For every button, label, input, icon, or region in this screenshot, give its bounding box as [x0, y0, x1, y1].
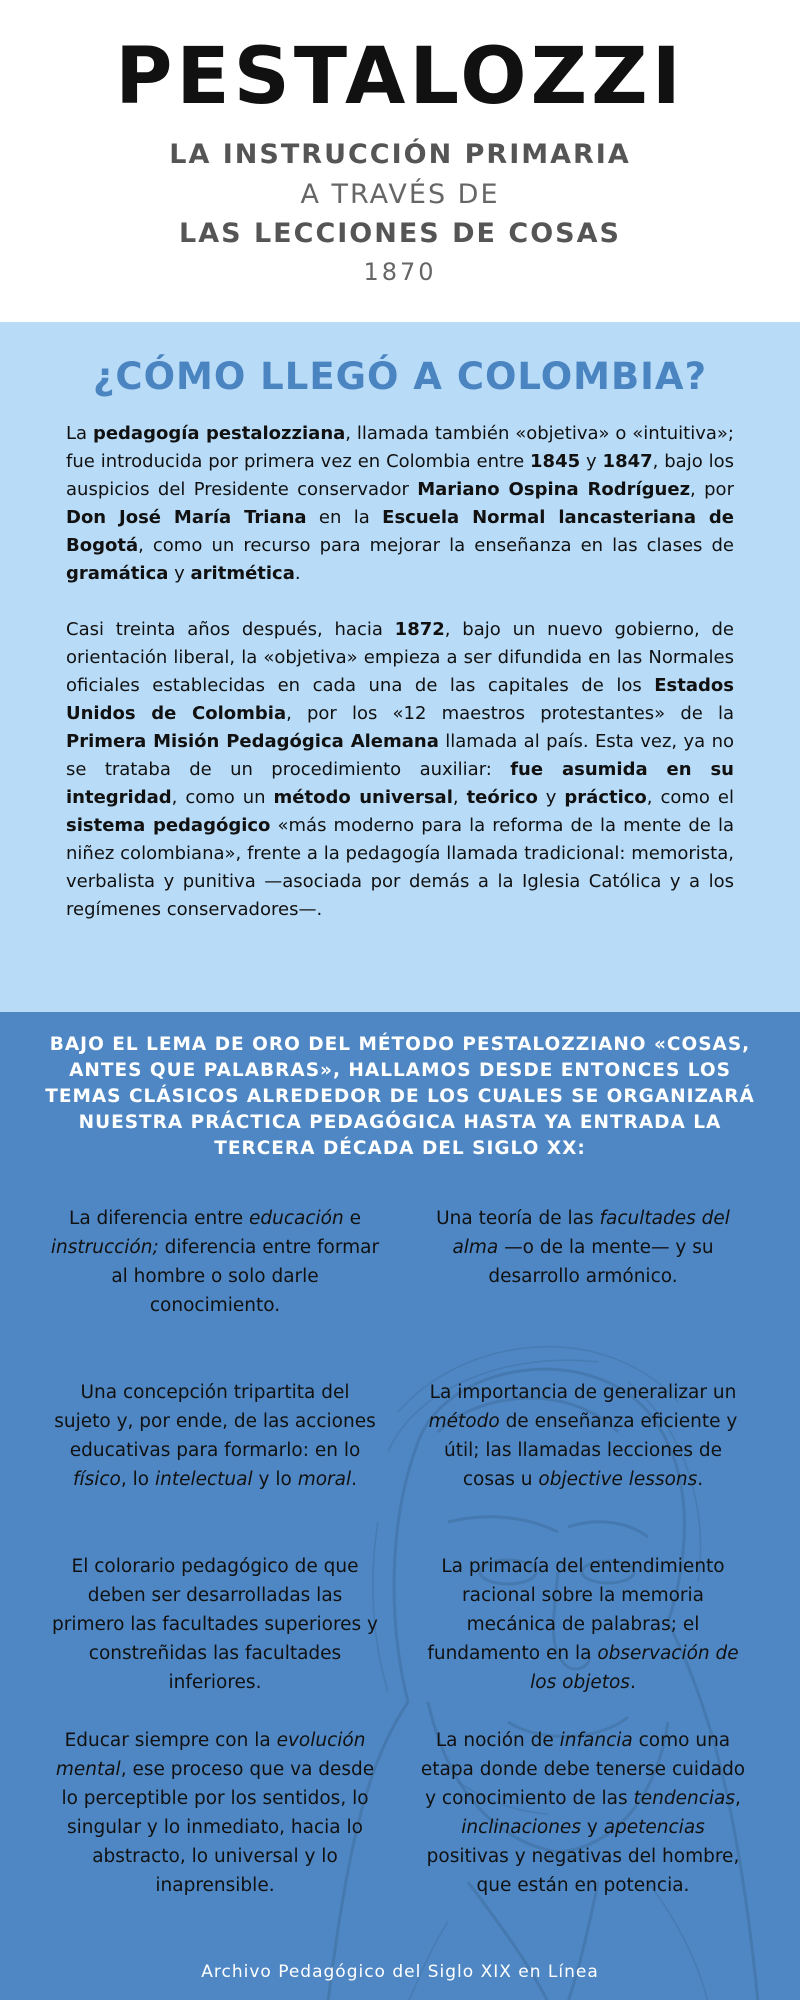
- italic-text: educación: [248, 1208, 344, 1229]
- italic-text: objective lessons: [538, 1469, 698, 1490]
- italic-text: apetencias: [603, 1817, 705, 1838]
- bold-text: 1872: [394, 619, 445, 640]
- footer-credit: Archivo Pedagógico del Siglo XIX en Línea: [201, 1962, 599, 1982]
- bold-text: gramática: [66, 563, 169, 584]
- theme-item: La diferencia entre educación e instrucción; diferencia entre formar al hombre o solo darle conocimiento.: [50, 1208, 380, 1316]
- theme-item: El colorario pedagógico de que deben ser desarrolladas las primero las facultades superiores y constreñidas las facultades inferiores.: [51, 1556, 378, 1693]
- italic-text: tendencias: [633, 1788, 735, 1809]
- italic-text: observación de los objetos: [530, 1643, 739, 1693]
- italic-text: facultades del alma: [452, 1208, 730, 1258]
- italic-text: evolución mental: [55, 1730, 366, 1780]
- year-label: 1870: [363, 258, 437, 286]
- bold-text: sistema pedagógico: [66, 815, 271, 836]
- history-section: [0, 322, 800, 1012]
- italic-text: infancia: [559, 1730, 633, 1751]
- bold-text: Primera Misión Pedagógica Alemana: [66, 731, 439, 752]
- bold-text: Escuela Normal lancasteriana de Bogotá: [66, 507, 734, 556]
- themes-lead-heading: BAJO EL LEMA DE ORO DEL MÉTODO PESTALOZZIANO «COSAS, ANTES QUE PALABRAS», HALLAMOS DESDE ENTONCES LOS TEMAS CLÁSICOS ALREDEDOR DE LOS CUALES SE ORGANIZARÁ NUESTRA PRÁCTICA PEDAGÓGICA HASTA YA ENTRADA LA TERCERA DÉCADA DEL SIGLO XX:: [45, 1034, 755, 1159]
- italic-text: físico: [72, 1469, 121, 1490]
- bold-text: teórico: [466, 787, 538, 808]
- italic-text: moral: [297, 1469, 352, 1490]
- bold-text: 1847: [602, 451, 653, 472]
- theme-item: Una concepción tripartita del sujeto y, por ende, de las acciones educativas para formarlo: en lo físico, lo intelectual y lo moral.: [54, 1382, 376, 1490]
- history-heading: ¿CÓMO LLEGÓ A COLOMBIA?: [92, 355, 708, 398]
- bold-text: método universal: [273, 787, 453, 808]
- theme-item: Educar siempre con la evolución mental, ese proceso que va desde lo perceptible por los sentidos, lo singular y lo inmediato, hacia lo abstracto, lo universal y lo inaprensible.: [55, 1730, 375, 1896]
- themes-section: [0, 1012, 800, 2000]
- subtitle-line-1: LA INSTRUCCIÓN PRIMARIA: [169, 139, 631, 170]
- italic-text: intelectual: [154, 1469, 253, 1490]
- bold-text: aritmética: [190, 563, 295, 584]
- main-title: PESTALOZZI: [115, 32, 685, 122]
- bold-text: Estados Unidos de Colombia: [66, 675, 734, 724]
- history-body: [66, 420, 734, 952]
- bold-text: Mariano Ospina Rodríguez: [417, 479, 691, 500]
- theme-item: La noción de infancia como una etapa donde debe tenerse cuidado y conocimiento de las tendencias, inclinaciones y apetencias positivas y negativas del hombre, que están en potencia.: [420, 1730, 746, 1896]
- italic-text: instrucción;: [50, 1237, 159, 1258]
- bold-text: Don José María Triana: [66, 507, 307, 528]
- bold-text: práctico: [564, 787, 647, 808]
- bold-text: 1845: [530, 451, 581, 472]
- italic-text: inclinaciones: [461, 1817, 581, 1838]
- subtitle-line-2: A TRAVÉS DE: [300, 179, 500, 210]
- history-paragraph-2: Casi treinta años después, hacia 1872, bajo un nuevo gobierno, de orientación liberal, la «objetiva» empieza a ser difundida en las Normales oficiales establecidas en cada una de las capitales de los Estados Unidos de Colombia, por los «12 maestros protestantes» de la Primera Misión Pedagógica Alemana llamada al país. Esta vez, ya no se trataba de un procedimiento auxiliar: fue asumida en su integridad, como un método universal, teórico y práctico, como el sistema pedagógico «más moderno para la reforma de la mente de la niñez colombiana», frente a la pedagogía llamada tradicional: memorista, verbalista y punitiva —asociada por demás a la Iglesia Católica y a los regímenes conservadores—.: [66, 619, 735, 920]
- theme-item: La primacía del entendimiento racional sobre la memoria mecánica de palabras; el fundamento en la observación de los objetos.: [427, 1556, 739, 1693]
- bold-text: fue asumida en su integridad: [66, 759, 734, 808]
- subtitle-line-3: LAS LECCIONES DE COSAS: [179, 218, 621, 249]
- header-section: [0, 0, 800, 322]
- history-paragraph-1: La pedagogía pestalozziana, llamada también «objetiva» o «intuitiva»; fue introducida por primera vez en Colombia entre 1845 y 1847, bajo los auspicios del Presidente conservador Mariano Ospina Rodríguez, por Don José María Triana en la Escuela Normal lancasteriana de Bogotá, como un recurso para mejorar la enseñanza en las clases de gramática y aritmética.: [66, 423, 734, 584]
- italic-text: método: [428, 1411, 500, 1432]
- theme-item: La importancia de generalizar un método de enseñanza eficiente y útil; las llamadas lecciones de cosas u objective lessons.: [428, 1382, 738, 1490]
- bold-text: pedagogía pestalozziana: [92, 423, 346, 444]
- theme-item: Una teoría de las facultades del alma —o de la mente— y su desarrollo armónico.: [436, 1208, 730, 1287]
